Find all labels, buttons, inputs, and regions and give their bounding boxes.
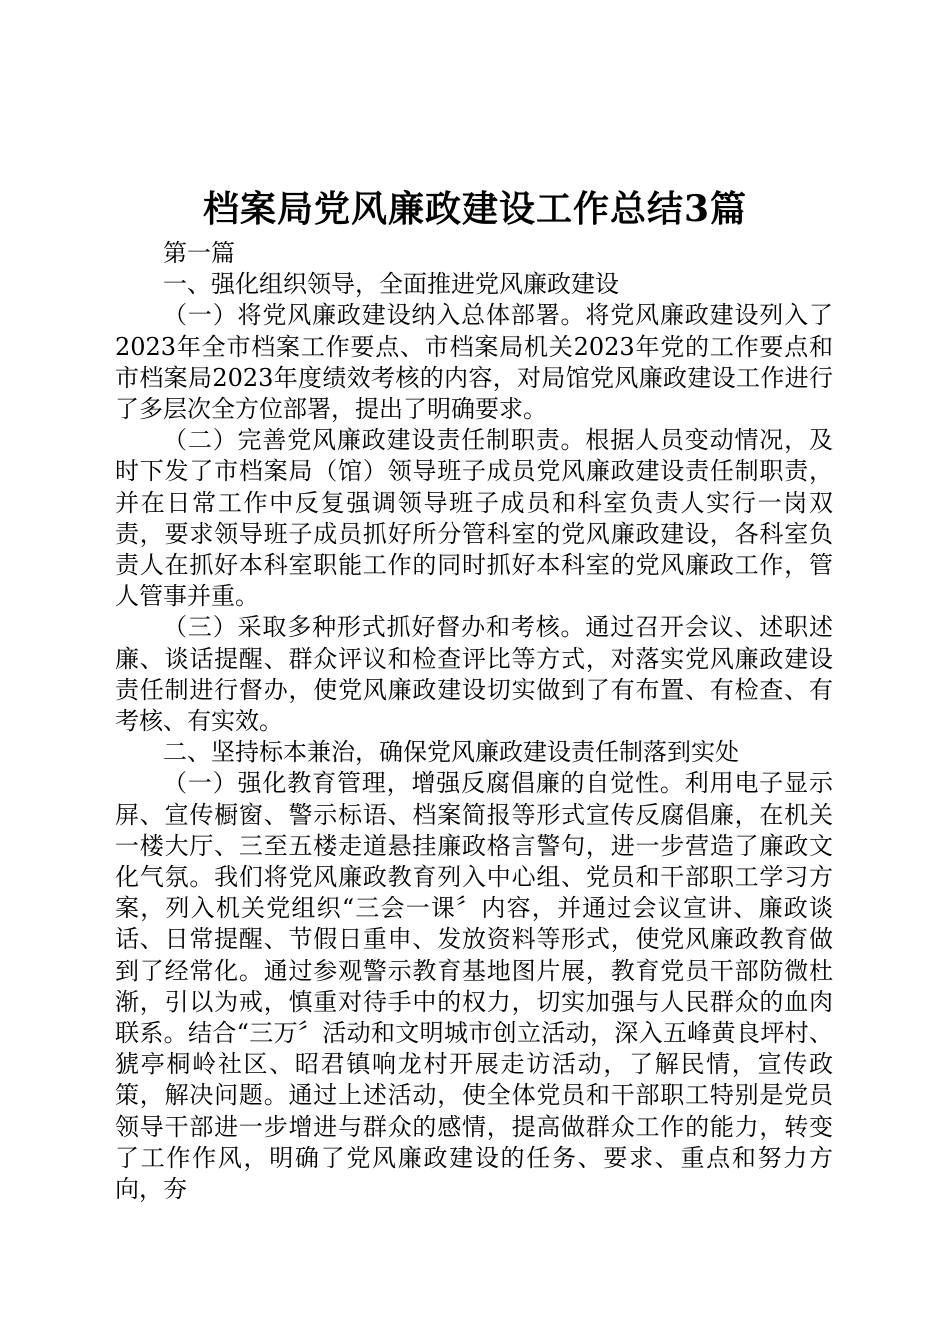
body-paragraph: （一）将党风廉政建设纳入总体部署。将党风廉政建设列入了2023年全市档案工作要点、市档案局机关2023年党的工作要点和市档案局2023年度绩效考核的内容，对局馆党风廉政建设工作进行了多层次全方位部署，提出了明确要求。: [115, 301, 833, 424]
body-paragraph: （三）采取多种形式抓好督办和考核。通过召开会议、述职述廉、谈话提醒、群众评议和检查评比等方式，对落实党风廉政建设责任制进行督办，使党风廉政建设切实做到了有布置、有检查、有考核、有实效。: [115, 613, 833, 736]
document-body: [115, 238, 833, 1205]
body-paragraph: （一）强化教育管理，增强反腐倡廉的自觉性。利用电子显示屏、宣传橱窗、警示标语、档案简报等形式宣传反腐倡廉，在机关一楼大厅、三至五楼走道悬挂廉政格言警句，进一步营造了廉政文化气氛。我们将党风廉政教育列入中心组、党员和干部职工学习方案，列入机关党组织“三会一课〞内容，并通过会议宣讲、廉政谈话、日常提醒、节假日重申、发放资料等形式，使党风廉政教育做到了经常化。通过参观警示教育基地图片展，教育党员干部防微杜渐，引以为戒，慎重对待手中的权力，切实加强与人民群众的血肉联系。结合“三万〞活动和文明城市创立活动，深入五峰黄良坪村、猇亭桐岭社区、昭君镇响龙村开展走访活动，了解民情，宣传政策，解决问题。通过上述活动，使全体党员和干部职工特别是党员领导干部进一步增进与群众的感情，提高做群众工作的能力，转变了工作作风，明确了党风廉政建设的任务、要求、重点和努力方向，夯: [115, 769, 833, 1204]
section-heading: 一、强化组织领导，全面推进党风廉政建设: [163, 270, 619, 299]
section-label: 第一篇: [163, 239, 235, 267]
document-title: 档案局党风廉政建设工作总结3篇: [202, 188, 748, 230]
body-paragraph: （二）完善党风廉政建设责任制职责。根据人员变动情况，及时下发了市档案局（馆）领导班子成员党风廉政建设责任制职责，并在日常工作中反复强调领导班子成员和科室负责人实行一岗双责，要求领导班子成员抓好所分管科室的党风廉政建设，各科室负责人在抓好本科室职能工作的同时抓好本科室的党风廉政工作，管人管事并重。: [115, 426, 833, 611]
section-heading: 二、坚持标本兼治，确保党风廉政建设责任制落到实处: [163, 738, 739, 767]
